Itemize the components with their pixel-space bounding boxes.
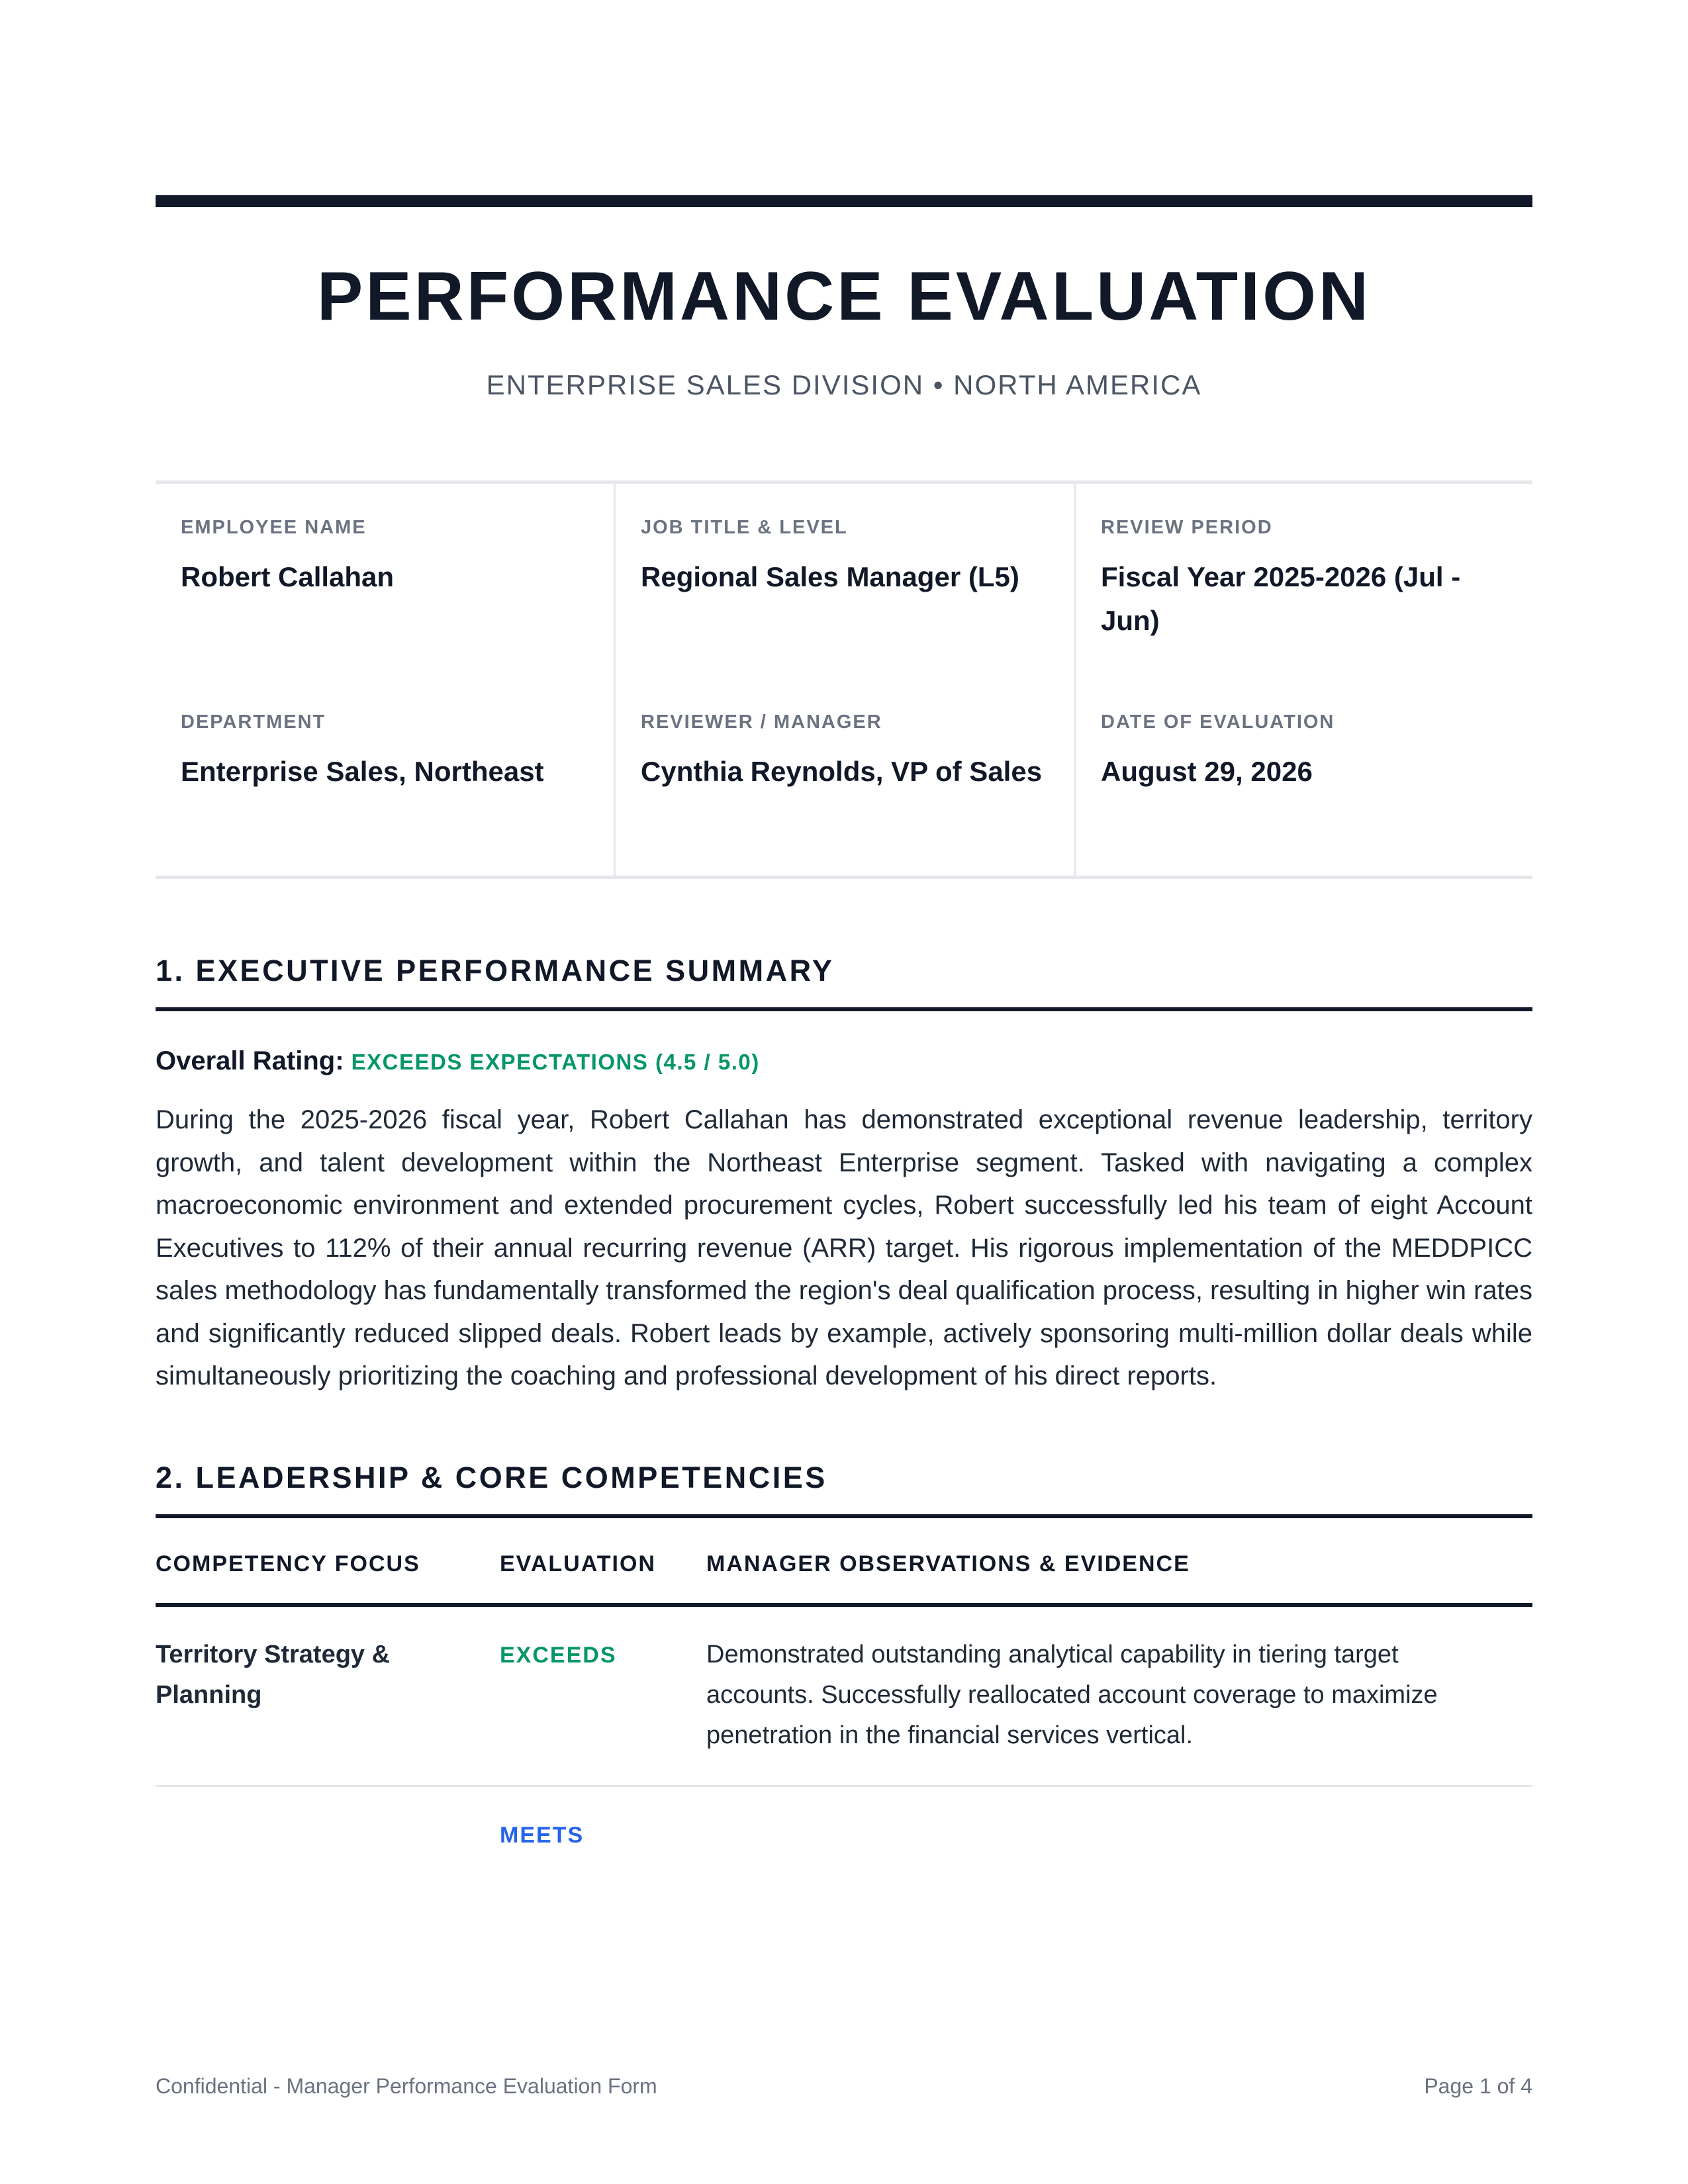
info-value: Regional Sales Manager (L5): [641, 561, 1019, 592]
info-value: August 29, 2026: [1101, 756, 1313, 787]
info-label: EMPLOYEE NAME: [181, 517, 367, 538]
evaluation-page: [156, 195, 1532, 1884]
table-header-row: [156, 1550, 1532, 1605]
info-value: Robert Callahan: [181, 561, 395, 592]
info-label: DATE OF EVALUATION: [1101, 711, 1335, 733]
competency-name: Territory Strategy & Planning: [156, 1605, 500, 1786]
column-header-competency: COMPETENCY FOCUS: [156, 1550, 500, 1605]
footer-confidential-note: Confidential - Manager Performance Evaluation Form: [156, 2074, 657, 2098]
document-title: PERFORMANCE EVALUATION: [316, 258, 1372, 335]
section-heading-competencies: 2. LEADERSHIP & CORE COMPETENCIES: [156, 1460, 1532, 1518]
info-review-period: [1076, 484, 1532, 677]
evaluation-badge: EXCEEDS: [500, 1642, 617, 1668]
observation-text: Demonstrated outstanding analytical capability in tiering target accounts. Successfully reallocated account coverage to maximize penetration in the financial services vertical.: [706, 1605, 1532, 1786]
info-value: Cynthia Reynolds, VP of Sales: [641, 756, 1043, 787]
page-number: Page 1 of 4: [1424, 2074, 1532, 2098]
page-footer: [156, 2073, 1532, 2099]
info-reviewer: [616, 677, 1076, 876]
column-header-evaluation: EVALUATION: [500, 1550, 706, 1605]
info-value: Fiscal Year 2025-2026 (Jul - Jun): [1101, 561, 1461, 636]
info-label: DEPARTMENT: [181, 711, 326, 733]
info-job-title: [616, 484, 1076, 677]
info-label: REVIEW PERIOD: [1101, 517, 1273, 538]
evaluation-cell: [500, 1605, 706, 1786]
rating-label: Overall Rating:: [156, 1046, 344, 1075]
section-heading-summary: 1. EXECUTIVE PERFORMANCE SUMMARY: [156, 953, 1532, 1011]
competency-table: [156, 1550, 1532, 1884]
observation-text: [706, 1786, 1532, 1884]
info-label: REVIEWER / MANAGER: [641, 711, 882, 733]
evaluation-badge: MEETS: [500, 1822, 585, 1848]
competency-name: [156, 1786, 500, 1884]
summary-paragraph: During the 2025-2026 fiscal year, Robert Callahan has demonstrated exceptional revenue leadership, territory growth, and talent development within the Northeast Enterprise segment. Tasked with navigating a complex macroeconomic environment and extended procurement cycles, Robert successfully led his team of eight Account Executives to 112% of their annual recurring revenue (ARR) target. His rigorous implementation of the MEDDPICC sales methodology has fundamentally transformed the region's deal qualification process, resulting in higher win rates and significantly reduced slipped deals. Robert leads by example, actively sponsoring multi-million dollar deals while simultaneously prioritizing the coaching and professional development of his direct reports.: [156, 1105, 1532, 1390]
document-subtitle: ENTERPRISE SALES DIVISION • NORTH AMERICA: [486, 369, 1202, 400]
evaluation-cell: [500, 1786, 706, 1884]
employee-info-grid: [156, 480, 1532, 879]
info-label: JOB TITLE & LEVEL: [641, 517, 848, 538]
info-evaluation-date: [1076, 677, 1532, 876]
info-value: Enterprise Sales, Northeast: [181, 756, 544, 787]
table-row: [156, 1786, 1532, 1884]
header-rule: [156, 195, 1532, 207]
info-department: [156, 677, 616, 876]
rating-value: EXCEEDS EXPECTATIONS (4.5 / 5.0): [351, 1050, 760, 1074]
table-row: [156, 1605, 1532, 1786]
column-header-observations: MANAGER OBSERVATIONS & EVIDENCE: [706, 1550, 1532, 1605]
overall-rating: [156, 1044, 1532, 1079]
info-employee-name: [156, 484, 616, 677]
